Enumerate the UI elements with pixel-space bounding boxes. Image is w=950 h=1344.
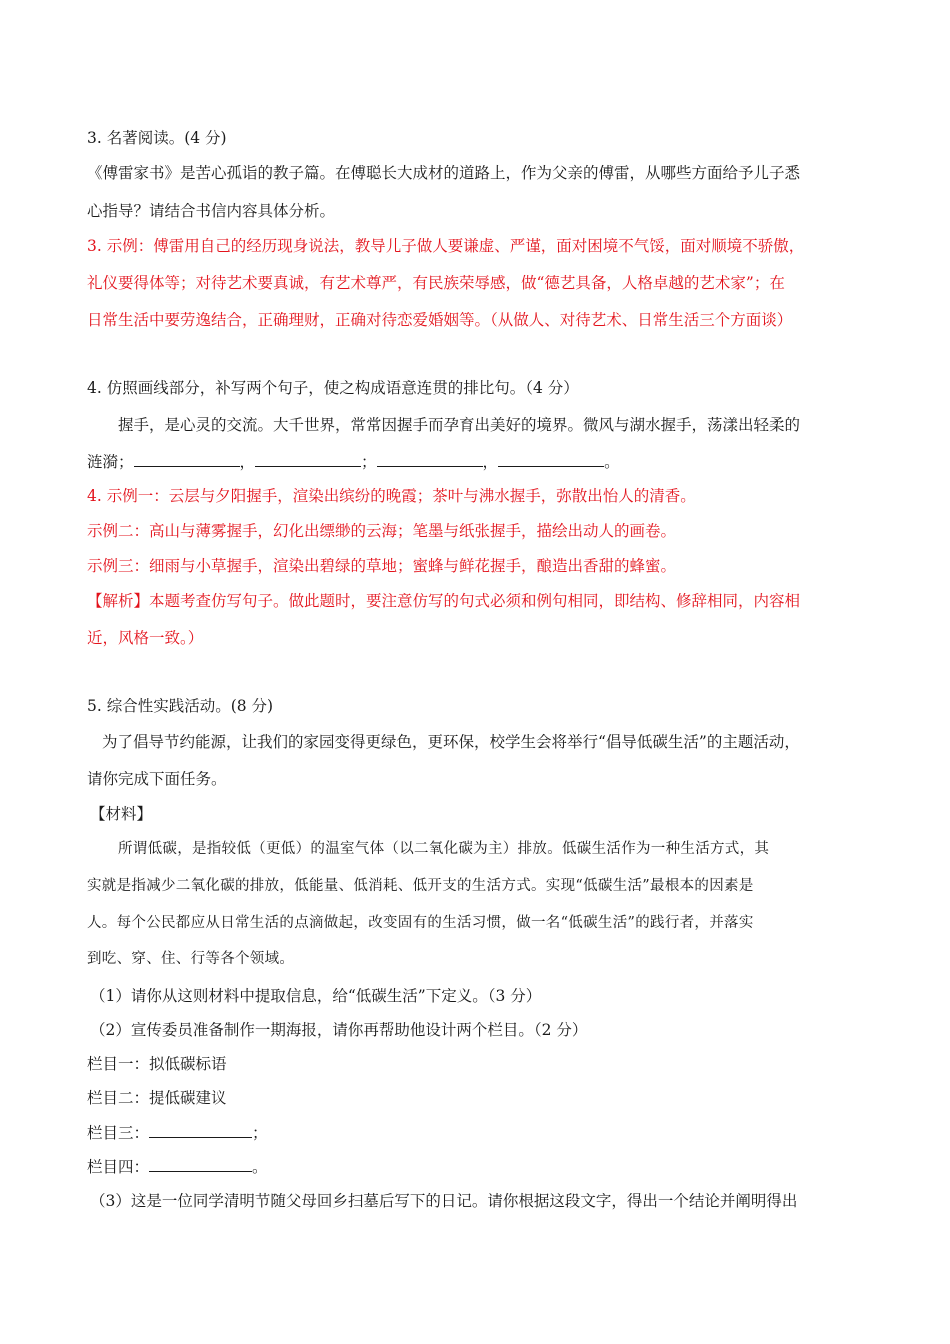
q4-comma-2: ， [482,453,499,471]
q5-column-4-label: 栏目四： [87,1158,150,1176]
q5-material-line-1: 所谓低碳，是指较低（更低）的温室气体（以二氧化碳为主）排放。低碳生活作为一种生活方式，其 [118,841,770,857]
q5-column-4 [87,1156,268,1178]
q5-material-line-3: 人。每个公民都应从日常生活的点滴做起，改变固有的生活习惯，做一名“低碳生活”的践行者，并落实 [87,915,754,931]
q5-title: 5. 综合性实践活动。(8 分) [87,697,274,715]
q4-prompt-line-1: 握手，是心灵的交流。大千世界，常常因握手而孕育出美好的境界。微风与湖水握手，荡漾出轻柔的 [118,416,801,434]
q5-intro-line-1: 为了倡导节约能源，让我们的家园变得更绿色，更环保，校学生会将举行“倡导低碳生活”的主题活动， [102,733,800,751]
q5-column-4-blank[interactable] [149,1157,252,1172]
q5-material-label: 【材料】 [90,805,153,823]
q4-title: 4. 仿照画线部分，补写两个句子，使之构成语意连贯的排比句。（4 分） [87,379,579,397]
q5-task-1: （1）请你从这则材料中提取信息，给“低碳生活”下定义。（3 分） [90,987,542,1005]
q4-semicolon: ； [361,453,377,471]
q4-example-2: 示例二：高山与薄雾握手，幻化出缥缈的云海；笔墨与纸张握手，描绘出动人的画卷。 [87,522,677,540]
q4-blank-4[interactable] [498,452,604,467]
q5-column-1: 栏目一：拟低碳标语 [87,1055,227,1073]
q5-column-3-label: 栏目三： [87,1124,150,1142]
q4-example-1: 4. 示例一：云层与夕阳握手，渲染出缤纷的晚霞；茶叶与沸水握手，弥散出怡人的清香。 [87,487,696,505]
q3-title: 3. 名著阅读。(4 分) [87,129,227,147]
q5-column-3 [87,1122,268,1144]
q5-material-line-4: 到吃、穿、住、行等各个领域。 [87,951,295,967]
q3-answer-line-1: 3. 示例：傅雷用自己的经历现身说法，教导儿子做人要谦虚、严谨，面对困境不气馁，面对顺境不骄傲， [87,237,805,255]
q3-question-line-1: 《傅雷家书》是苦心孤诣的教子篇。在傅聪长大成材的道路上，作为父亲的傅雷，从哪些方面给予儿子悉 [87,164,801,182]
q5-column-2: 栏目二：提低碳建议 [87,1089,227,1107]
q4-prompt-start: 涟漪； [87,453,134,471]
q5-material-line-2: 实就是指减少二氧化碳的排放，低能量、低消耗、低开支的生活方式。实现“低碳生活”最根本的因素是 [87,878,754,894]
q4-analysis-line-2: 近，风格一致。） [87,629,204,647]
q4-blank-1[interactable] [134,452,240,467]
q4-blank-3[interactable] [377,452,483,467]
q3-answer-line-2: 礼仪要得体等；对待艺术要真诚，有艺术尊严，有民族荣辱感，做“德艺具备，人格卓越的艺术家”；在 [87,274,785,292]
q5-task-3: （3）这是一位同学清明节随父母回乡扫墓后写下的日记。请你根据这段文字，得出一个结论并阐明得出 [90,1192,798,1210]
q4-comma-1: ， [239,453,256,471]
q5-column-3-blank[interactable] [149,1123,252,1138]
q4-prompt-line-2 [87,451,620,473]
q4-period: 。 [604,453,620,471]
q4-analysis-line-1: 【解析】本题考查仿写句子。做此题时，要注意仿写的句式必须和例句相同，即结构、修辞相同，内容相 [87,592,801,610]
q5-column-4-end: 。 [252,1158,268,1176]
q3-question-line-2: 心指导？请结合书信内容具体分析。 [87,202,336,220]
q4-example-3: 示例三：细雨与小草握手，渲染出碧绿的草地；蜜蜂与鲜花握手，酿造出香甜的蜂蜜。 [87,557,677,575]
q4-blank-2[interactable] [255,452,361,467]
q3-answer-line-3: 日常生活中要劳逸结合，正确理财，正确对待恋爱婚姻等。（从做人、对待艺术、日常生活三个方面谈） [87,311,793,329]
q5-task-2: （2）宣传委员准备制作一期海报，请你再帮助他设计两个栏目。（2 分） [90,1021,588,1039]
q5-column-3-end: ； [252,1124,268,1142]
q5-intro-line-2: 请你完成下面任务。 [87,770,227,788]
